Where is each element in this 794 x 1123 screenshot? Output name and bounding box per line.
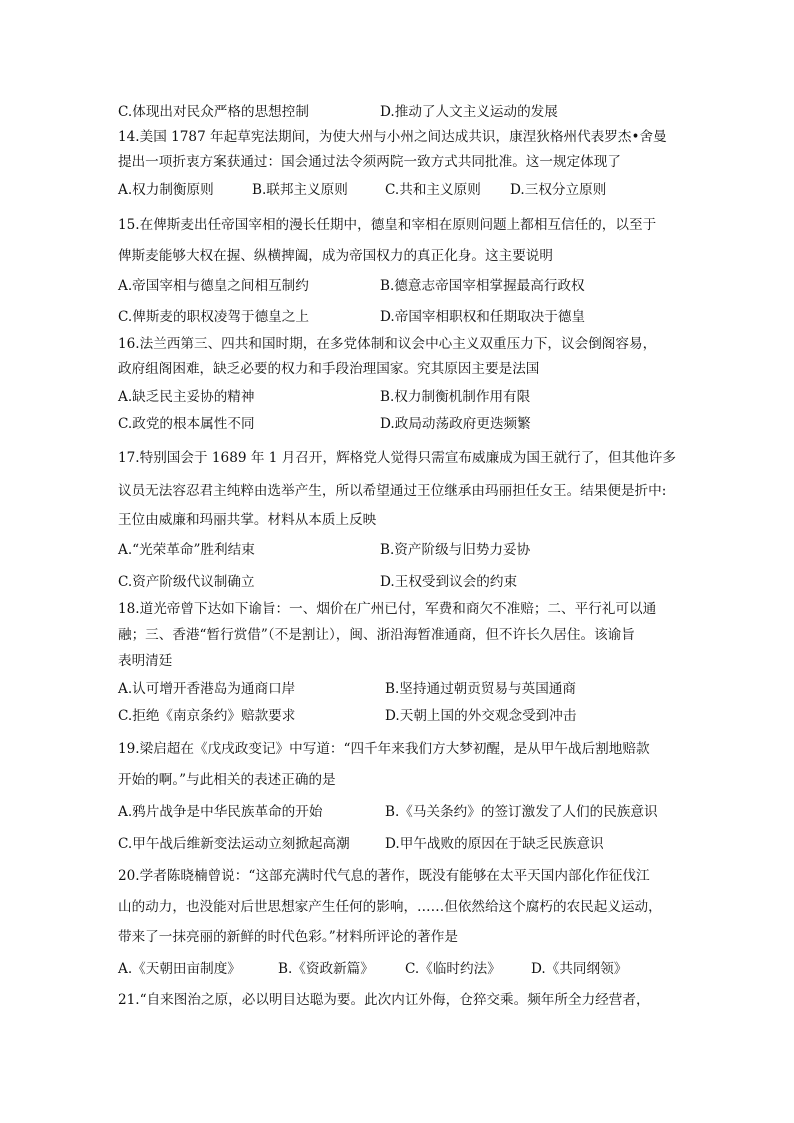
q15-stem-line-2: 俾斯麦能够大权在握、纵横捭阖，成为帝国权力的真正化身。这主要说明 (118, 248, 553, 264)
q16-option-a: A.缺乏民主妥协的精神 (118, 389, 255, 405)
q15-option-d: D.帝国宰相职权和任期取决于德皇 (380, 309, 586, 325)
q14-option-c: C.共和主义原则 (385, 182, 481, 198)
q20-stem-line-1: 20.学者陈晓楠曾说：“这部充满时代气息的著作，既没有能够在太平天国内部化作征伐江 (118, 868, 650, 884)
q13-option-d: D.推动了人文主义运动的发展 (380, 104, 558, 120)
q13-option-c: C.体现出对民众严格的思想控制 (118, 104, 309, 120)
q20-stem-line-3: 带来了一抹亮丽的新鲜的时代色彩。”材料所评论的著作是 (118, 929, 458, 945)
q20-stem-line-2: 山的动力，也没能对后世思想家产生任何的影响，……但依然给这个腐朽的农民起义运动， (118, 899, 662, 915)
q21-stem-line-1: 21.“自来图治之原，必以明目达聪为要。此次内讧外侮，仓猝交乘。频年所全力经营者， (118, 992, 650, 1008)
q18-stem-line-2: 融；三、香港“暂行赏借”（不是割让），闽、浙沿海暂准通商，但不许长久居住。该谕旨 (118, 627, 635, 643)
q17-stem-line-3: 王位由威廉和玛丽共掌。材料从本质上反映 (118, 512, 377, 528)
q15-option-c: C.俾斯麦的职权凌驾于德皇之上 (118, 309, 309, 325)
q14-stem-line-1: 14.美国 1787 年起草宪法期间，为使大州与小州之间达成共识，康涅狄格州代表罗杰•舍曼 (118, 129, 667, 145)
q20-option-b: B.《资政新篇》 (278, 961, 374, 977)
q19-option-d: D.甲午战败的原因在于缺乏民族意识 (385, 836, 604, 852)
q18-option-b: B.坚持通过朝贡贸易与英国通商 (385, 681, 577, 697)
q19-stem-line-2: 开始的啊。”与此相关的表述正确的是 (118, 772, 336, 788)
q15-option-a: A.帝国宰相与德皇之间相互制约 (118, 278, 309, 294)
q17-option-b: B.资产阶级与旧势力妥协 (380, 542, 531, 558)
q14-stem-line-2: 提出一项折衷方案获通过：国会通过法令须两院一致方式共同批准。这一规定体现了 (118, 154, 621, 170)
q14-option-b: B.联邦主义原则 (252, 182, 348, 198)
q16-stem-line-2: 政府组阁困难，缺乏必要的权力和手段治理国家。究其原因主要是法国 (118, 361, 540, 377)
q17-stem-line-2: 议员无法容忍君主纯粹由选举产生，所以希望通过王位继承由玛丽担任女王。结果便是折中: (118, 483, 667, 499)
q20-option-c: C.《临时约法》 (405, 961, 501, 977)
q17-option-d: D.王权受到议会的约束 (380, 574, 518, 590)
q18-option-c: C.拒绝《南京条约》赔款要求 (118, 708, 296, 724)
q17-stem-line-1: 17.特别国会于 1689 年 1 月召开，辉格党人觉得只需宣布威廉成为国王就行了，但其他许多 (118, 450, 676, 466)
q17-option-a: A.“光荣革命”胜利结束 (118, 542, 255, 558)
q18-option-d: D.天朝上国的外交观念受到冲击 (385, 708, 577, 724)
q20-option-d: D.《共同纲领》 (531, 961, 628, 977)
q16-stem-line-1: 16.法兰西第三、四共和国时期，在多党体制和议会中心主义双重压力下，议会倒阁容易， (118, 336, 657, 352)
q15-stem-line-1: 15.在俾斯麦出任帝国宰相的漫长任期中，德皇和宰相在原则问题上都相互信任的，以至于 (118, 217, 657, 233)
q15-option-b: B.德意志帝国宰相掌握最高行政权 (380, 278, 585, 294)
q14-option-d: D.三权分立原则 (510, 182, 607, 198)
q14-option-a: A.权力制衡原则 (118, 182, 214, 198)
q18-option-a: A.认可增开香港岛为通商口岸 (118, 681, 296, 697)
q16-option-d: D.政局动荡政府更迭频繁 (380, 416, 531, 432)
q18-stem-line-3: 表明清廷 (118, 653, 173, 669)
q19-option-c: C.甲午战后维新变法运动立刻掀起高潮 (118, 836, 350, 852)
q17-option-c: C.资产阶级代议制确立 (118, 574, 255, 590)
q16-option-c: C.政党的根本属性不同 (118, 416, 255, 432)
q19-stem-line-1: 19.梁启超在《戊戌政变记》中写道：“四千年来我们方大梦初醒，是从甲午战后割地赔款 (118, 741, 650, 757)
q16-option-b: B.权力制衡机制作用有限 (380, 389, 531, 405)
q19-option-a: A.鸦片战争是中华民族革命的开始 (118, 804, 323, 820)
q18-stem-line-1: 18.道光帝曾下达如下谕旨：一、烟价在广州已付，军费和商欠不准赔；二、平行礼可以通 (118, 601, 657, 617)
q19-option-b: B.《马关条约》的签订激发了人们的民族意识 (385, 804, 658, 820)
q20-option-a: A.《天朝田亩制度》 (118, 961, 241, 977)
